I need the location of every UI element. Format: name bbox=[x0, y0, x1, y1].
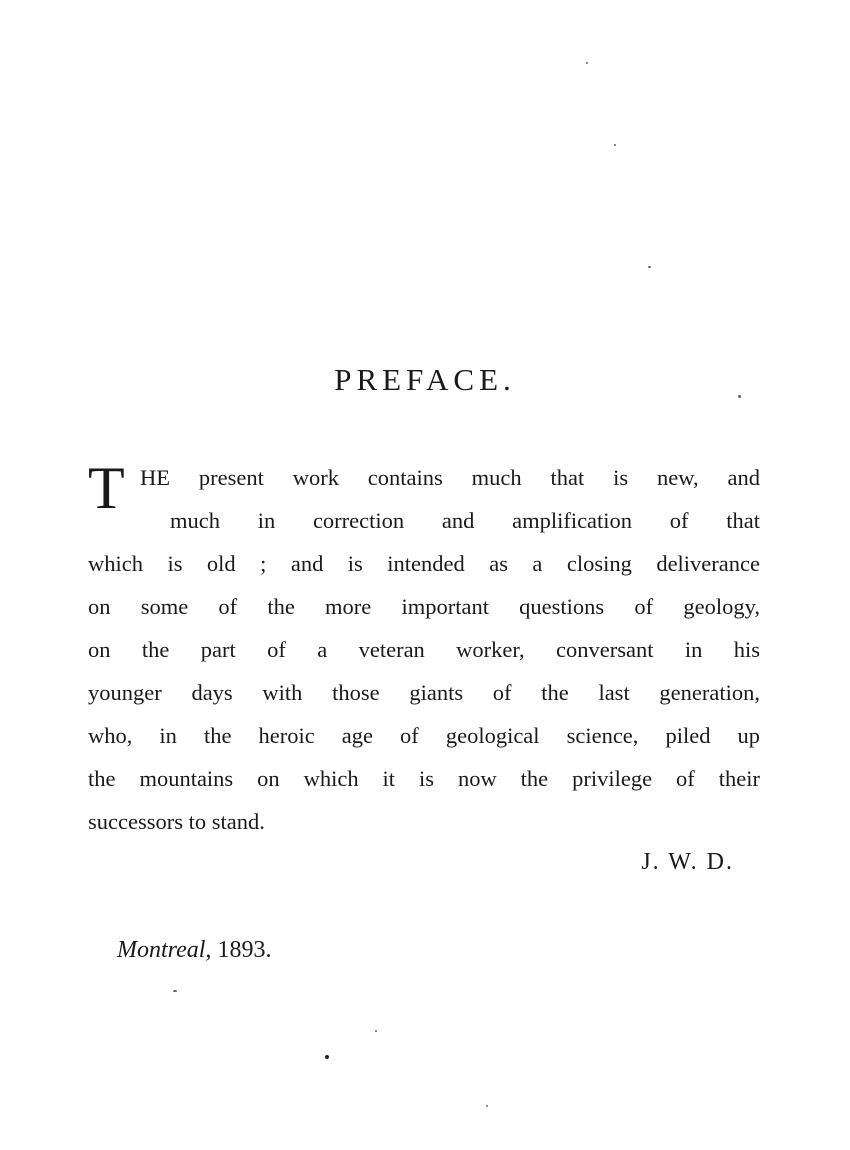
scan-speck bbox=[375, 1030, 377, 1032]
paragraph-line: who, in the heroic age of geological science, piled up bbox=[88, 723, 760, 748]
paragraph-line: younger days with those giants of the last generation, bbox=[88, 680, 760, 705]
scan-speck bbox=[648, 266, 651, 268]
paragraph-line: successors to stand. bbox=[88, 809, 265, 834]
paragraph-line: on the part of a veteran worker, conversant in his bbox=[88, 637, 760, 662]
page-title: PREFACE. bbox=[334, 362, 516, 397]
author-initials: J. W. D. bbox=[641, 849, 734, 875]
paragraph-line: HE present work contains much that is new, and bbox=[140, 465, 760, 490]
scan-speck bbox=[586, 62, 588, 64]
scan-speck bbox=[614, 144, 616, 146]
preface-paragraph bbox=[88, 456, 760, 843]
scan-speck bbox=[486, 1105, 488, 1107]
drop-cap: T bbox=[88, 455, 125, 521]
paragraph-line: much in correction and amplification of that bbox=[170, 508, 760, 533]
scan-speck bbox=[738, 395, 741, 398]
scan-speck bbox=[325, 1055, 329, 1059]
scan-speck bbox=[173, 990, 177, 992]
paragraph-line: the mountains on which it is now the privilege of their bbox=[88, 766, 760, 791]
dateline bbox=[117, 930, 271, 970]
paragraph-line: on some of the more important questions of geology, bbox=[88, 594, 760, 619]
paragraph-line: which is old ; and is intended as a closing deliverance bbox=[88, 551, 760, 576]
dateline-year: 1893. bbox=[211, 937, 272, 963]
dateline-place: Montreal, bbox=[117, 937, 212, 963]
